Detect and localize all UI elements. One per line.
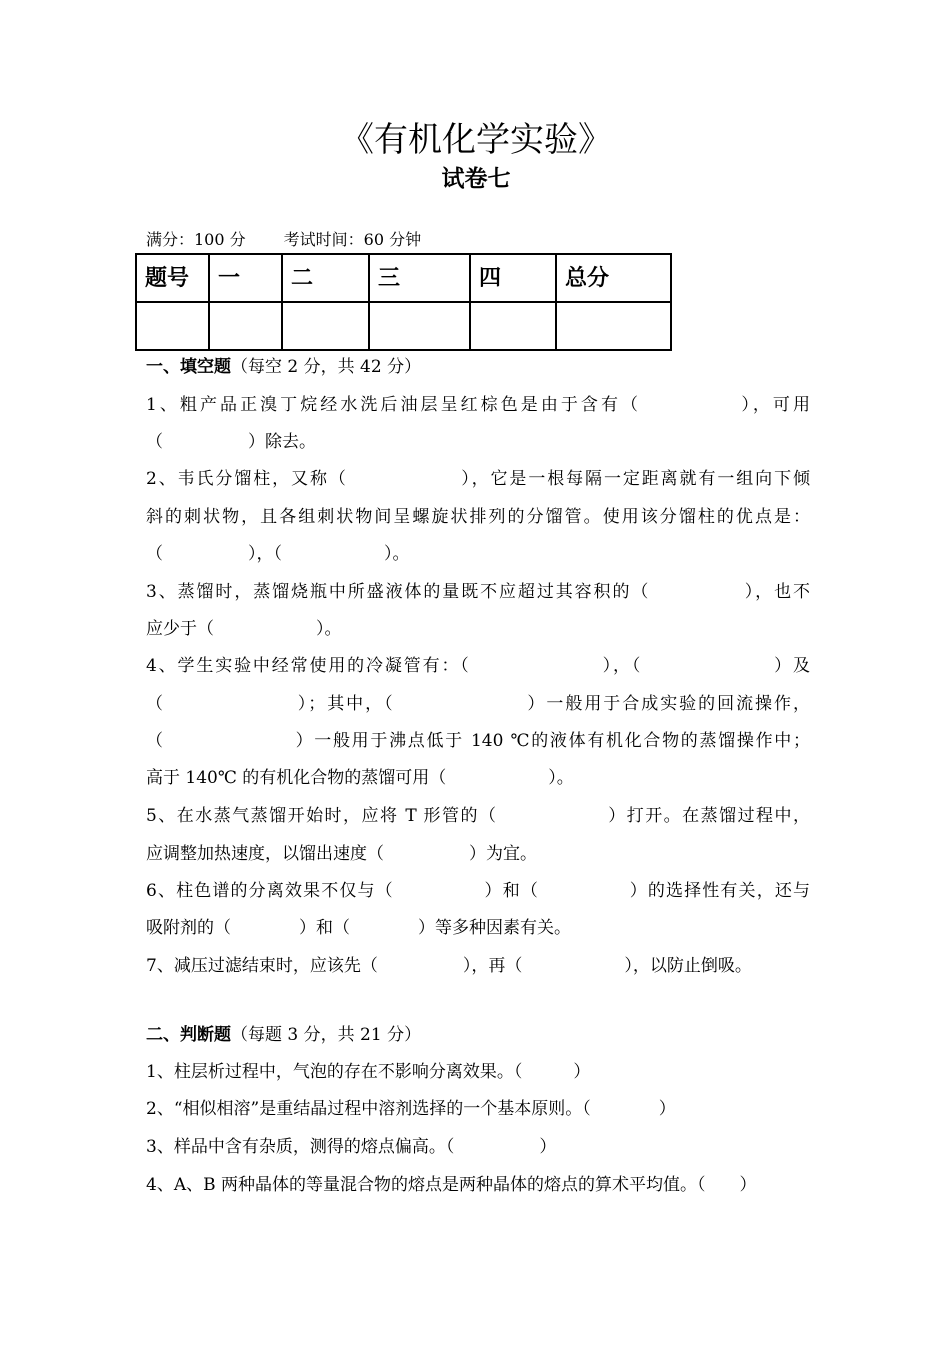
text-line: 2、韦氏分馏柱，又称（ ），它是一根每隔一定距离就有一组向下倾 — [146, 469, 810, 489]
score-table — [135, 253, 672, 351]
text-line: 高于 140℃ 的有机化合物的蒸馏可用（ ）。 — [146, 768, 574, 788]
text-line: 7、减压过滤结束时，应该先（ ），再（ ），以防止倒吸。 — [146, 956, 752, 976]
section2-heading — [146, 1023, 810, 1047]
score-header-cell: 题号 — [136, 254, 209, 302]
exam-meta — [146, 229, 421, 251]
score-blank-cell — [369, 302, 470, 350]
score-header-cell: 总分 — [556, 254, 671, 302]
text-line: 1、粗产品正溴丁烷经水洗后油层呈红棕色是由于含有（ ），可用 — [146, 395, 810, 415]
text-line: 6、柱色谱的分离效果不仅与（ ）和（ ）的选择性有关，还与 — [146, 881, 810, 901]
text-line: （ ）；其中，（ ）一般用于合成实验的回流操作， — [146, 694, 810, 714]
score-header-cell: 二 — [282, 254, 369, 302]
section2-note: （每题 3 分，共 21 分） — [231, 1025, 422, 1045]
text-line: 4、学生实验中经常使用的冷凝管有：（ ），（ ）及 — [146, 656, 810, 676]
score-table-blank-row — [136, 302, 671, 350]
full-score: 满分：100 分 — [146, 230, 246, 249]
text-line: （ ），（ ）。 — [146, 544, 410, 564]
section1-title: 一、填空题 — [146, 357, 231, 377]
score-table-header-row — [136, 254, 671, 302]
text-line: 5、在水蒸气蒸馏开始时，应将 T 形管的（ ）打开。在蒸馏过程中， — [146, 806, 810, 826]
score-header-cell: 四 — [470, 254, 556, 302]
section1-heading — [146, 355, 810, 379]
text-line: 4、A、B 两种晶体的等量混合物的熔点是两种晶体的熔点的算术平均值。（ ） — [146, 1175, 757, 1195]
text-line: 2、“相似相溶”是重结晶过程中溶剂选择的一个基本原则。（ ） — [146, 1099, 676, 1119]
exam-time: 考试时间：60 分钟 — [283, 230, 422, 249]
text-line: 吸附剂的（ ）和（ ）等多种因素有关。 — [146, 918, 571, 938]
score-header-cell: 一 — [209, 254, 282, 302]
text-line: 应少于（ ）。 — [146, 619, 342, 639]
score-header-cell: 三 — [369, 254, 470, 302]
text-line: 3、蒸馏时，蒸馏烧瓶中所盛液体的量既不应超过其容积的（ ），也不 — [146, 582, 810, 602]
score-blank-cell — [136, 302, 209, 350]
text-line: 1、柱层析过程中，气泡的存在不影响分离效果。（ ） — [146, 1062, 591, 1082]
text-line: 3、样品中含有杂质，测得的熔点偏高。（ ） — [146, 1137, 557, 1157]
score-blank-cell — [209, 302, 282, 350]
score-blank-cell — [556, 302, 671, 350]
section1-note: （每空 2 分，共 42 分） — [231, 357, 422, 377]
text-line: 斜的刺状物，且各组刺状物间呈螺旋状排列的分馏管。使用该分馏柱的优点是： — [146, 507, 810, 527]
text-line: （ ）一般用于沸点低于 140 ℃的液体有机化合物的蒸馏操作中； — [146, 731, 810, 751]
exam-subtitle: 试卷七 — [441, 165, 511, 192]
section2-title: 二、判断题 — [146, 1025, 231, 1045]
text-line: 应调整加热速度，以馏出速度（ ）为宜。 — [146, 844, 537, 864]
text-line: （ ）除去。 — [146, 432, 316, 452]
score-blank-cell — [282, 302, 369, 350]
score-blank-cell — [470, 302, 556, 350]
exam-title: 《有机化学实验》 — [340, 120, 612, 160]
